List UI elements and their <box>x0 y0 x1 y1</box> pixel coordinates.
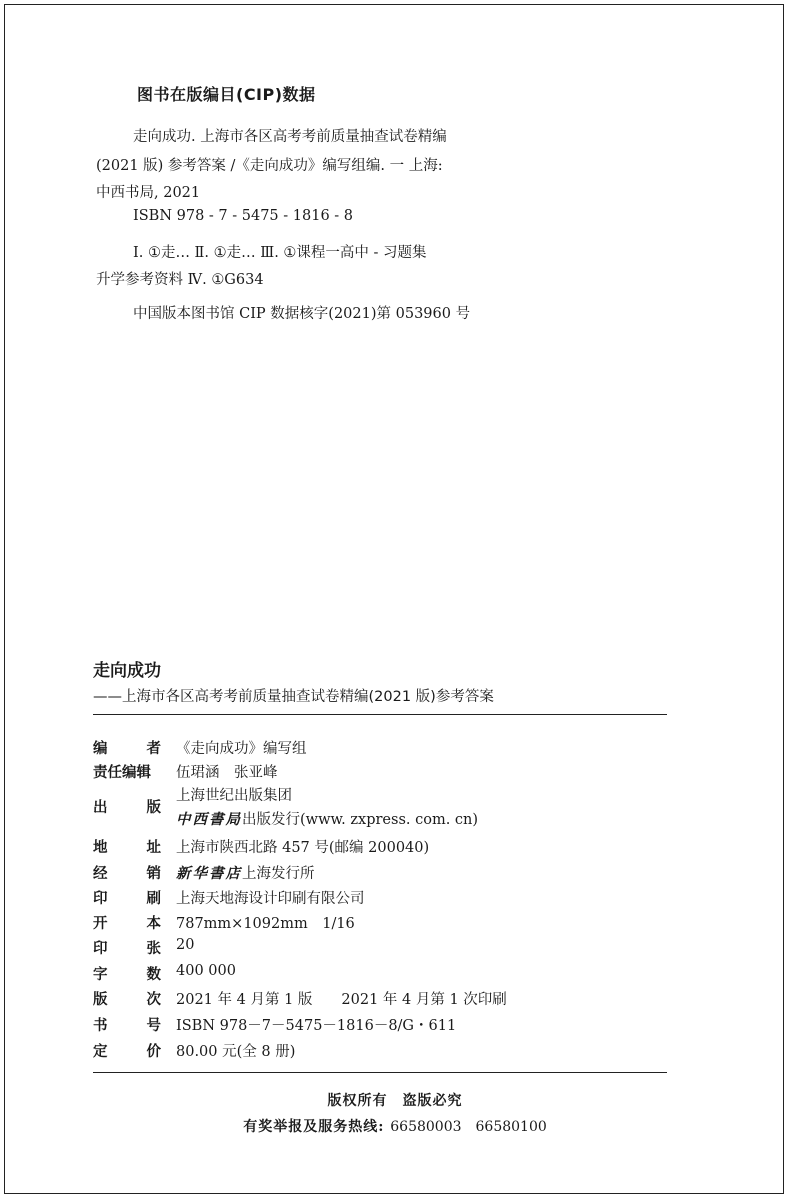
label-printer: 印 刷 <box>93 891 161 907</box>
cip-line-6: 升学参考资料 Ⅳ. ①G634 <box>96 272 264 288</box>
value-publisher-group: 上海世纪出版集团 <box>176 788 292 804</box>
label-edition: 版 次 <box>93 992 161 1008</box>
zhongxi-logo-text: 中西書局 <box>176 811 242 828</box>
rights-notice: 版权所有 盗版必究 <box>327 1093 463 1109</box>
label-publisher: 出 版 <box>93 800 161 816</box>
value-distributor: 新华書店上海发行所 <box>176 866 315 882</box>
value-words: 400 000 <box>176 963 236 979</box>
value-address: 上海市陕西北路 457 号(邮编 200040) <box>176 840 430 856</box>
value-isbn: ISBN 978－7－5475－1816－8/G・611 <box>176 1018 457 1034</box>
cip-line-2: (2021 版) 参考答案 /《走向成功》编写组编. 一 上海: <box>96 158 443 174</box>
value-format: 787mm×1092mm 1/16 <box>176 916 355 932</box>
value-printer: 上海天地海设计印刷有限公司 <box>176 891 365 907</box>
top-divider <box>93 714 667 715</box>
xinhua-logo-text: 新华書店 <box>176 866 242 882</box>
value-responsible-editor: 伍珺涵 张亚峰 <box>176 765 278 781</box>
label-address: 地 址 <box>93 840 161 856</box>
label-isbn: 书 号 <box>93 1018 161 1034</box>
label-price: 定 价 <box>93 1044 161 1060</box>
book-title: 走向成功 <box>93 661 161 681</box>
book-subtitle: ——上海市各区高考考前质量抽查试卷精编(2021 版)参考答案 <box>93 689 494 705</box>
label-words: 字 数 <box>93 967 161 983</box>
label-format: 开 本 <box>93 916 161 932</box>
value-edition: 2021 年 4 月第 1 版 2021 年 4 月第 1 次印刷 <box>176 992 507 1008</box>
cip-title: 图书在版编目(CIP)数据 <box>137 85 316 104</box>
cip-line-4: ISBN 978 - 7 - 5475 - 1816 - 8 <box>133 208 354 224</box>
cip-line-5: Ⅰ. ①走… Ⅱ. ①走… Ⅲ. ①课程一高中 - 习题集 <box>133 245 427 261</box>
value-publisher-issue: 中西書局出版发行(www. zxpress. com. cn) <box>176 811 479 828</box>
value-price: 80.00 元(全 8 册) <box>176 1044 296 1060</box>
cip-line-7: 中国版本图书馆 CIP 数据核字(2021)第 053960 号 <box>133 306 471 322</box>
label-distributor: 经 销 <box>93 866 161 882</box>
hotline: 有奖举报及服务热线: 66580003 66580100 <box>243 1119 547 1135</box>
value-editor: 《走向成功》编写组 <box>176 741 307 757</box>
bottom-divider <box>93 1072 667 1073</box>
hotline-numbers: 66580003 66580100 <box>390 1119 547 1135</box>
cip-line-1: 走向成功. 上海市各区高考考前质量抽查试卷精编 <box>133 129 447 145</box>
cip-line-3: 中西书局, 2021 <box>96 185 201 201</box>
label-sheets: 印 张 <box>93 941 161 957</box>
label-responsible-editor: 责任编辑 <box>93 765 151 781</box>
value-sheets: 20 <box>176 937 195 953</box>
label-editor: 编 者 <box>93 741 161 757</box>
